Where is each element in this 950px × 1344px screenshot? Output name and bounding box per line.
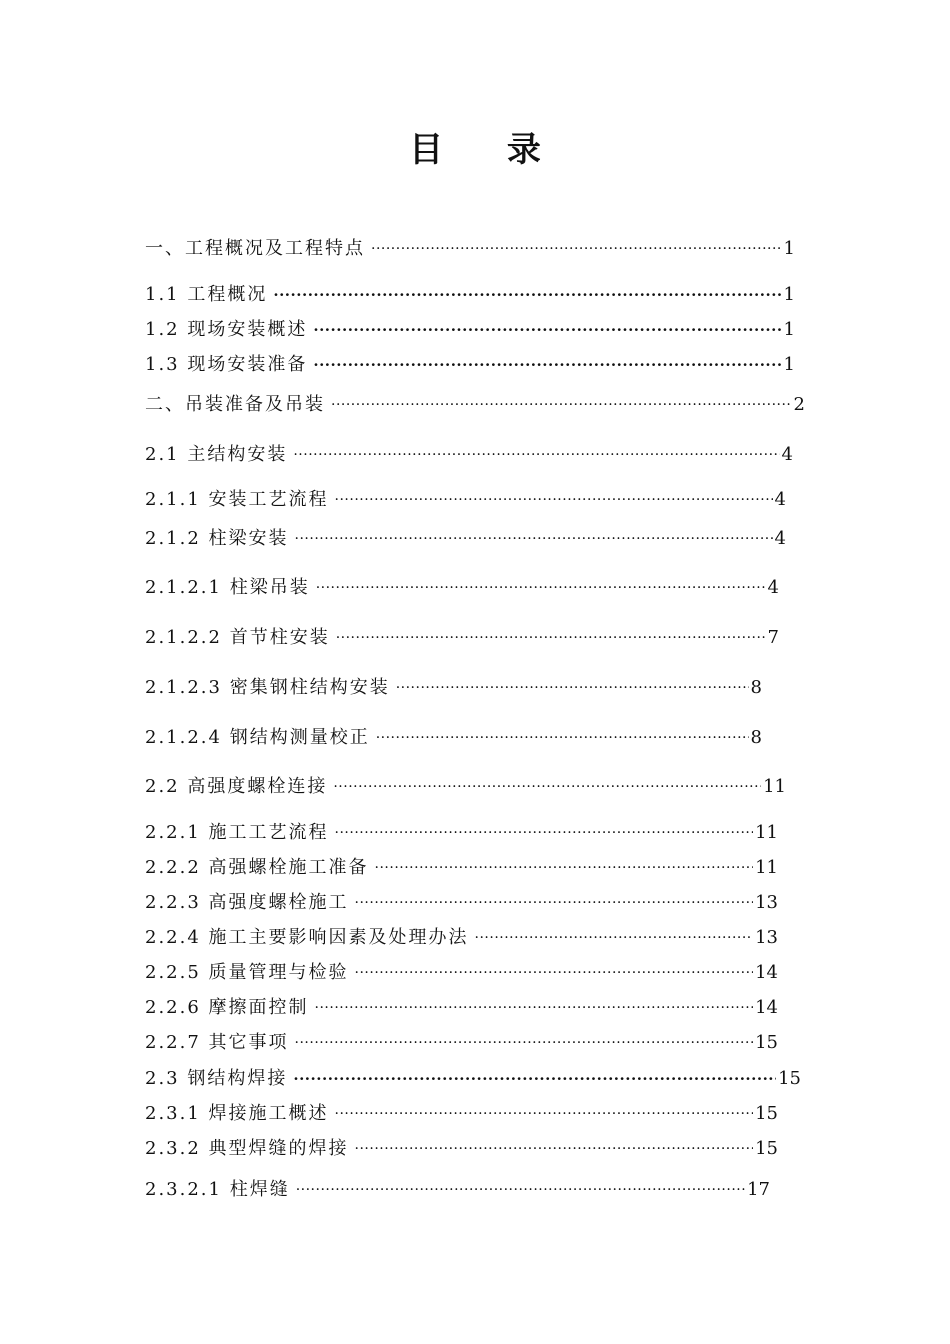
toc-entry[interactable] <box>145 960 778 986</box>
toc-leader-dots <box>296 1177 745 1203</box>
toc-entry[interactable] <box>145 392 805 418</box>
toc-leader-dots <box>335 1101 754 1127</box>
toc-entry-page: 13 <box>755 892 778 913</box>
toc-entry-page: 8 <box>750 677 762 698</box>
toc-entry-page: 15 <box>755 1032 778 1053</box>
toc-entry[interactable] <box>145 352 795 378</box>
toc-entry-page: 4 <box>774 489 786 510</box>
toc-leader-dots <box>316 575 766 601</box>
toc-leader-dots <box>315 995 754 1021</box>
toc-entry[interactable] <box>145 1136 778 1162</box>
page-title: 目 录 <box>409 130 567 170</box>
toc-entry-page: 15 <box>755 1138 778 1159</box>
toc-leader-dots <box>273 282 781 308</box>
toc-entry-page: 17 <box>747 1179 770 1200</box>
toc-leader-dots <box>355 960 754 986</box>
toc-entry[interactable] <box>145 1030 778 1056</box>
toc-entry-label: 2.3.2.1 柱焊缝 <box>145 1179 290 1200</box>
toc-leader-dots <box>335 820 754 846</box>
toc-leader-dots <box>333 774 761 800</box>
toc-entry-label: 2.1.2.4 钢结构测量校正 <box>145 727 370 748</box>
toc-entry[interactable] <box>145 526 786 552</box>
toc-entry-page: 14 <box>755 962 778 983</box>
toc-leader-dots <box>293 442 779 468</box>
toc-entry-label: 2.2.1 施工工艺流程 <box>145 822 329 843</box>
toc-entry[interactable] <box>145 925 778 951</box>
toc-leader-dots <box>396 675 749 701</box>
toc-entry-label: 2.2.5 质量管理与检验 <box>145 962 349 983</box>
toc-entry[interactable] <box>145 487 786 513</box>
toc-entry-page: 15 <box>755 1103 778 1124</box>
toc-entry[interactable] <box>145 282 795 308</box>
toc-entry[interactable] <box>145 442 793 468</box>
toc-leader-dots <box>371 236 782 262</box>
toc-entry-page: 4 <box>781 444 793 465</box>
toc-entry-label: 2.2.4 施工主要影响因素及处理办法 <box>145 927 469 948</box>
toc-entry[interactable] <box>145 855 778 881</box>
toc-entry-label: 2.2.6 摩擦面控制 <box>145 997 309 1018</box>
toc-leader-dots <box>295 526 773 552</box>
toc-leader-dots <box>475 925 754 951</box>
toc-entry-page: 4 <box>774 528 786 549</box>
toc-leader-dots <box>355 1136 754 1162</box>
toc-leader-dots <box>293 1066 776 1092</box>
toc-entry[interactable] <box>145 995 778 1021</box>
toc-entry-page: 4 <box>767 577 779 598</box>
toc-entry[interactable] <box>145 575 779 601</box>
toc-entry-page: 1 <box>783 238 795 259</box>
toc-entry-page: 13 <box>755 927 778 948</box>
toc-entry[interactable] <box>145 1101 778 1127</box>
toc-leader-dots <box>335 487 773 513</box>
toc-entry[interactable] <box>145 774 786 800</box>
toc-entry-page: 15 <box>778 1068 801 1089</box>
toc-leader-dots <box>295 1030 754 1056</box>
toc-leader-dots <box>313 352 781 378</box>
toc-entry[interactable] <box>145 890 778 916</box>
toc-leader-dots <box>355 890 754 916</box>
toc-entry-label: 2.3 钢结构焊接 <box>145 1068 288 1089</box>
toc-entry-label: 2.2 高强度螺栓连接 <box>145 776 328 797</box>
toc-entry-page: 2 <box>793 394 805 415</box>
toc-entry-label: 一、工程概况及工程特点 <box>145 238 365 259</box>
toc-entry-label: 二、吊装准备及吊装 <box>145 394 325 415</box>
toc-leader-dots <box>331 392 792 418</box>
toc-entry-page: 1 <box>783 354 795 375</box>
toc-entry-page: 7 <box>767 627 779 648</box>
toc-entry[interactable] <box>145 1066 801 1092</box>
toc-entry-page: 11 <box>755 822 778 843</box>
toc-entry[interactable] <box>145 317 795 343</box>
toc-entry[interactable] <box>145 1177 770 1203</box>
toc-entry-label: 1.1 工程概况 <box>145 284 268 305</box>
toc-entry-label: 2.1.2.2 首节柱安装 <box>145 627 330 648</box>
toc-leader-dots <box>336 625 766 651</box>
toc-entry-page: 11 <box>755 857 778 878</box>
toc-entry-label: 1.3 现场安装准备 <box>145 354 308 375</box>
toc-entry-label: 2.1.1 安装工艺流程 <box>145 489 329 510</box>
toc-entry-label: 2.1 主结构安装 <box>145 444 288 465</box>
toc-entry[interactable] <box>145 236 795 262</box>
toc-entry-page: 14 <box>755 997 778 1018</box>
toc-entry-label: 2.3.2 典型焊缝的焊接 <box>145 1138 349 1159</box>
toc-leader-dots <box>376 725 749 751</box>
toc-entry[interactable] <box>145 820 778 846</box>
toc-entry[interactable] <box>145 675 762 701</box>
toc-entry-label: 2.3.1 焊接施工概述 <box>145 1103 329 1124</box>
toc-entry-page: 1 <box>783 284 795 305</box>
toc-entry[interactable] <box>145 625 779 651</box>
toc-entry-label: 1.2 现场安装概述 <box>145 319 308 340</box>
toc-entry-label: 2.2.7 其它事项 <box>145 1032 289 1053</box>
toc-leader-dots <box>313 317 781 343</box>
toc-entry-label: 2.1.2 柱梁安装 <box>145 528 289 549</box>
toc-entry-label: 2.1.2.1 柱梁吊装 <box>145 577 310 598</box>
toc-entry-page: 11 <box>763 776 786 797</box>
toc-entry-page: 1 <box>783 319 795 340</box>
toc-entry[interactable] <box>145 725 762 751</box>
toc-entry-page: 8 <box>750 727 762 748</box>
toc-entry-label: 2.2.3 高强度螺栓施工 <box>145 892 349 913</box>
toc-entry-label: 2.1.2.3 密集钢柱结构安装 <box>145 677 390 698</box>
toc-entry-label: 2.2.2 高强螺栓施工准备 <box>145 857 369 878</box>
toc-leader-dots <box>375 855 754 881</box>
